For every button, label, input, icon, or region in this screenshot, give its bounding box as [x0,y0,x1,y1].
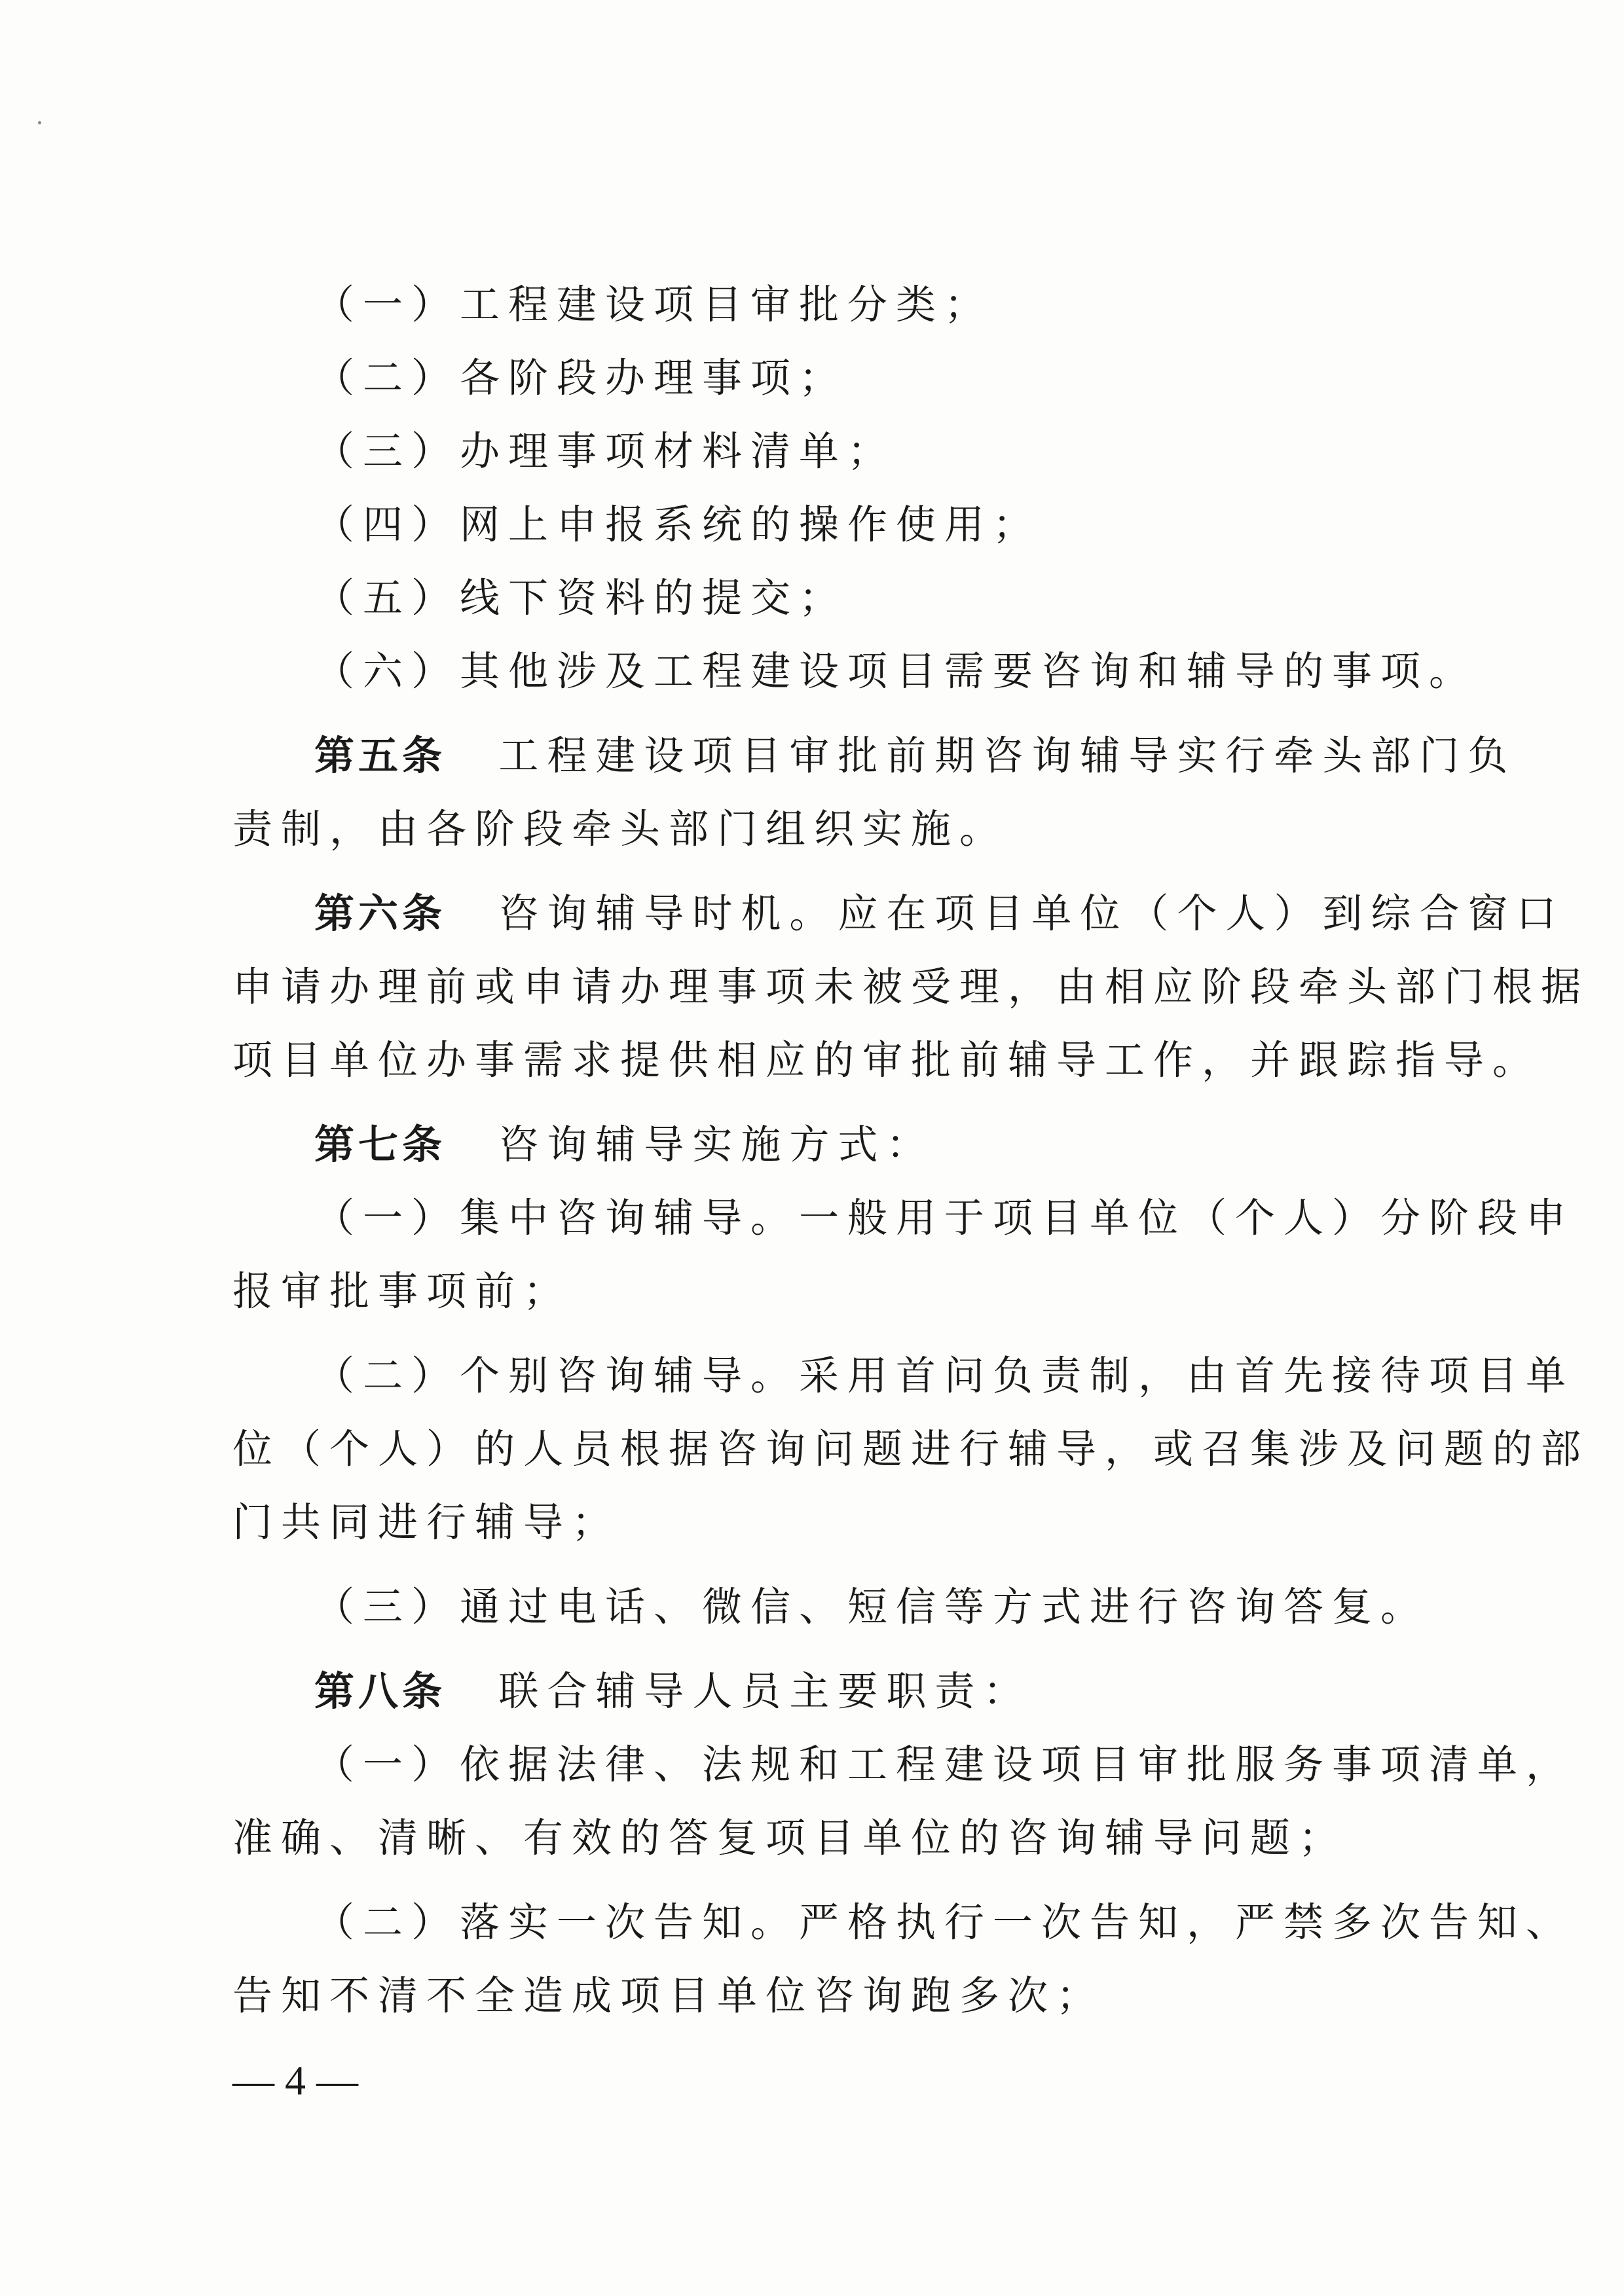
article-8-item-1-cont: 准确、清晰、有效的答复项目单位的咨询辅导问题； [232,1815,1348,1861]
article-6-label: 第六条 [314,890,447,937]
article-7-first-line [314,1108,1506,1182]
article-6-line-2: 申请办理前或申请办理事项未被受理，由相应阶段牵头部门根据 [232,964,1590,1010]
article-5-text: 工程建设项目审批前期咨询辅导实行牵头部门负 [498,733,1517,779]
scan-speck [38,121,41,124]
article-7-item-1: （一）集中咨询辅导。一般用于项目单位（个人）分阶段申 [314,1195,1575,1241]
list-item-6: （六）其他涉及工程建设项目需要咨询和辅导的事项。 [314,648,1478,695]
article-5-first-line [314,720,1517,793]
article-8-text: 联合辅导人员主要职责： [498,1668,1032,1715]
article-7-text: 咨询辅导实施方式： [498,1121,935,1168]
list-item-4: （四）网上申报系统的操作使用； [314,501,1042,548]
list-item-2: （二）各阶段办理事项； [314,355,848,401]
article-7-item-3: （三）通过电话、微信、短信等方式进行咨询答复。 [314,1584,1430,1630]
page-number: — 4 — [232,2057,358,2104]
article-8-first-line [314,1655,1506,1728]
article-6-text: 咨询辅导时机。应在项目单位（个人）到综合窗口 [498,890,1565,937]
article-5-line-2: 责制，由各阶段牵头部门组织实施。 [232,806,1008,852]
article-7-label: 第七条 [314,1121,447,1168]
article-6-line-3: 项目单位办事需求提供相应的审批前辅导工作，并跟踪指导。 [232,1037,1541,1084]
article-7-item-2-cont-2: 门共同进行辅导； [232,1499,621,1546]
article-8-item-1: （一）依据法律、法规和工程建设项目审批服务事项清单， [314,1741,1575,1788]
article-7-item-1-cont: 报审批事项前； [232,1268,572,1315]
article-8-label: 第八条 [314,1668,447,1715]
article-8-item-2-cont: 告知不清不全造成项目单位咨询跑多次； [232,1973,1105,2019]
list-item-1: （一）工程建设项目审批分类； [314,282,993,328]
article-6-first-line [314,877,1565,951]
article-7-item-2-cont-1: 位（个人）的人员根据咨询问题进行辅导，或召集涉及问题的部 [232,1426,1590,1472]
article-5-label: 第五条 [314,733,447,779]
list-item-5: （五）线下资料的提交； [314,575,848,621]
article-7-item-2: （二）个别咨询辅导。采用首问负责制，由首先接待项目单 [314,1353,1575,1399]
list-item-3: （三）办理事项材料清单； [314,428,896,475]
article-8-item-2: （二）落实一次告知。严格执行一次告知，严禁多次告知、 [314,1899,1575,1946]
